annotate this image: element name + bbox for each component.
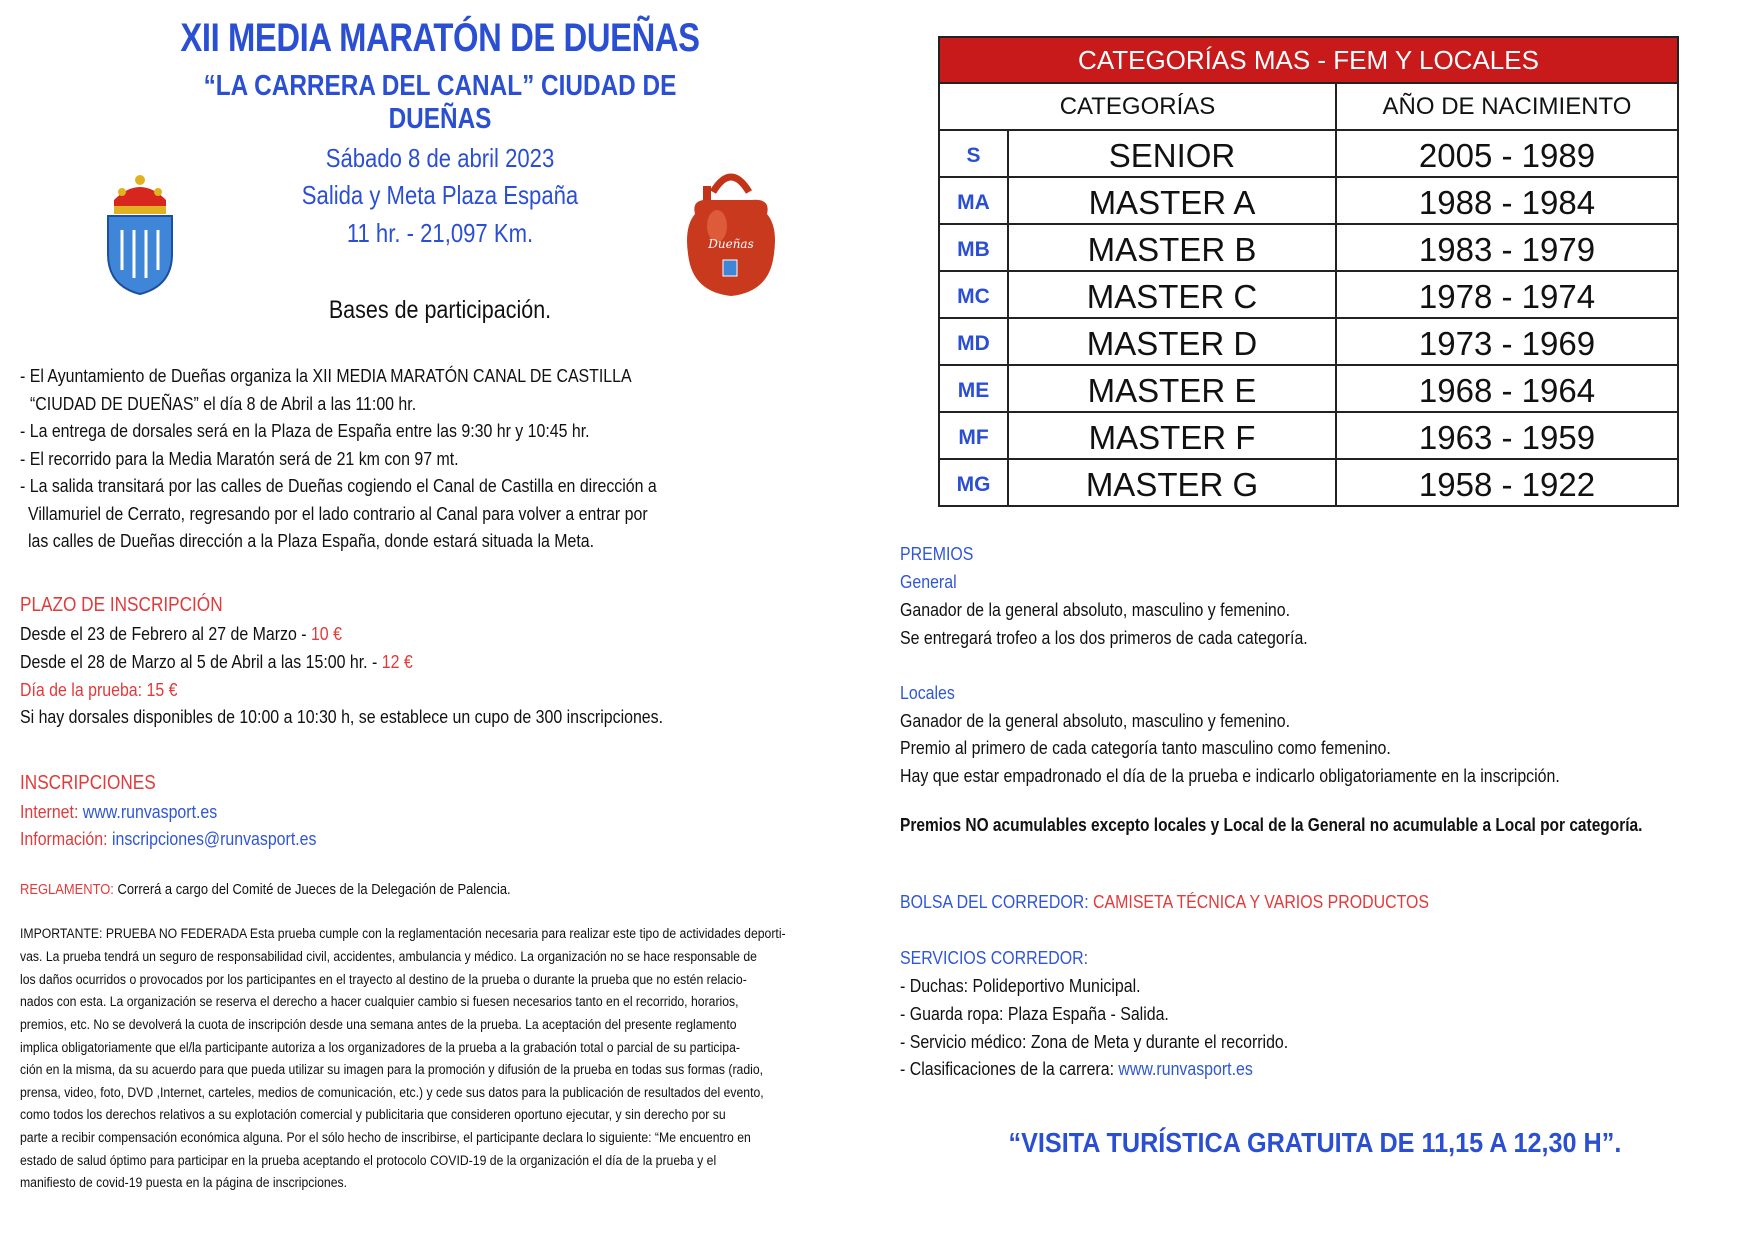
locales-line: Hay que estar empadronado el día de la prueba e indicarlo obligatoriamente en la inscripción. — [900, 765, 1560, 786]
category-years: 1978 - 1974 — [1418, 278, 1596, 315]
email-link[interactable]: inscripciones@runvasport.es — [111, 828, 317, 849]
plazo-line-3: Día de la prueba: 15 € — [20, 679, 178, 700]
table-row — [940, 178, 1677, 225]
plazo-line-2: Desde el 28 de Marzo al 5 de Abril a las 15:00 hr. - 12 € — [20, 651, 413, 672]
importante-line: premios, etc. No se devolverá la cuota de inscripción desde una semana antes de la prueba. La aceptación del presente reglamento — [20, 1017, 737, 1033]
importante-line: IMPORTANTE: PRUEBA NO FEDERADA Esta prueba cumple con la reglamentación necesaria para realizar este tipo de actividades deporti- — [20, 926, 786, 942]
category-years: 1973 - 1969 — [1418, 325, 1596, 362]
category-name: MASTER F — [1009, 413, 1337, 458]
intro-line: - El recorrido para la Media Maratón será de 21 km con 97 mt. — [20, 448, 459, 469]
page-subtitle: “LA CARRERA DEL CANAL” CIUDAD DE DUEÑAS — [203, 70, 677, 135]
category-code: S — [940, 131, 1009, 176]
category-code: MD — [940, 319, 1009, 364]
price-2: 12 € — [381, 651, 413, 672]
table-row — [940, 225, 1677, 272]
category-code: MB — [940, 225, 1009, 270]
importante-line: prensa, video, foto, DVD ,Internet, carteles, medios de comunicación, etc.) y cede sus datos para la publicación de resultados del evento, — [20, 1085, 764, 1101]
category-name: MASTER A — [1009, 178, 1337, 223]
importante-line: manifiesto de covid-19 puesta en la página de inscripciones. — [20, 1175, 348, 1191]
category-years: 1968 - 1964 — [1418, 372, 1596, 409]
category-code: MF — [940, 413, 1009, 458]
event-time-distance: 11 hr. - 21,097 Km. — [346, 218, 534, 248]
category-years: 1988 - 1984 — [1418, 184, 1596, 221]
price-1: 10 € — [310, 623, 342, 644]
botijo-jug-icon — [683, 168, 779, 300]
premios-note: Premios NO acumulables excepto locales y Local de la General no acumulable a Local por categoría. — [900, 815, 1643, 835]
table-row — [940, 413, 1677, 460]
categories-table — [938, 36, 1679, 507]
intro-line: “CIUDAD DE DUEÑAS” el día 8 de Abril a las 11:00 hr. — [30, 393, 417, 414]
internet-link[interactable]: www.runvasport.es — [82, 801, 218, 822]
importante-line: los daños ocurridos o provocados por los participantes en el trayecto al destino de la prueba o durante la prueba que no estén relacio- — [20, 972, 747, 988]
locales-line: Ganador de la general absoluto, masculino y femenino. — [900, 710, 1291, 731]
plazo-line-1: Desde el 23 de Febrero al 27 de Marzo - 10 € — [20, 623, 342, 644]
servicios-line: - Duchas: Polideportivo Municipal. — [900, 975, 1141, 996]
category-code: ME — [940, 366, 1009, 411]
category-code: MA — [940, 178, 1009, 223]
importante-line: estado de salud óptimo para participar en la prueba aceptando el protocolo COVID-19 de la organización el día de la prueba y el — [20, 1153, 717, 1169]
bolsa-line: BOLSA DEL CORREDOR: CAMISETA TÉCNICA Y VARIOS PRODUCTOS — [900, 891, 1430, 912]
plazo-line-4: Si hay dorsales disponibles de 10:00 a 10:30 h, se establece un cupo de 300 inscripciones. — [20, 706, 664, 727]
category-name: SENIOR — [1009, 131, 1337, 176]
table-row — [940, 319, 1677, 366]
clasificaciones-line: - Clasificaciones de la carrera: www.runvasport.es — [900, 1058, 1253, 1079]
locales-heading: Locales — [900, 682, 955, 703]
importante-line: como todos los derechos relativos a su explotación comercial y publicitaria que consideren oportuno ejecutar, y sin derecho por su — [20, 1107, 726, 1123]
page-title: XII MEDIA MARATÓN DE DUEÑAS — [180, 16, 700, 60]
intro-line: las calles de Dueñas dirección a la Plaza España, donde estará situada la Meta. — [28, 530, 595, 551]
event-date: Sábado 8 de abril 2023 — [325, 143, 555, 173]
locales-line: Premio al primero de cada categoría tanto masculino como femenino. — [900, 737, 1391, 758]
event-place: Salida y Meta Plaza España — [301, 180, 579, 210]
table-header-row — [940, 84, 1677, 131]
importante-line: nados con esta. La organización se reserva el derecho a hacer cualquier cambio si fuesen necesarios tanto en el recorrido, horarios, — [20, 994, 739, 1010]
coat-of-arms-icon — [100, 170, 180, 298]
importante-line: vas. La prueba tendrá un seguro de responsabilidad civil, accidentes, ambulancia y médico. La organización no se hace responsable de — [20, 949, 757, 965]
category-name: MASTER E — [1009, 366, 1337, 411]
servicios-line: - Guarda ropa: Plaza España - Salida. — [900, 1003, 1169, 1024]
category-code: MC — [940, 272, 1009, 317]
general-line: Ganador de la general absoluto, masculino y femenino. — [900, 599, 1291, 620]
table-row — [940, 272, 1677, 319]
table-title: CATEGORÍAS MAS - FEM Y LOCALES — [940, 38, 1677, 84]
servicios-heading: SERVICIOS CORREDOR: — [900, 947, 1089, 968]
category-years: 2005 - 1989 — [1418, 137, 1596, 174]
col-header-nacimiento: AÑO DE NACIMIENTO — [1382, 93, 1632, 120]
category-name: MASTER C — [1009, 272, 1337, 317]
intro-line: - La salida transitará por las calles de Dueñas cogiendo el Canal de Castilla en dirección a — [20, 475, 657, 496]
clasificaciones-link[interactable]: www.runvasport.es — [1118, 1058, 1253, 1079]
category-years: 1963 - 1959 — [1418, 419, 1596, 456]
category-years: 1983 - 1979 — [1418, 231, 1596, 268]
internet-line: Internet: www.runvasport.es — [20, 801, 218, 822]
inscripciones-heading: INSCRIPCIONES — [20, 772, 156, 794]
importante-line: parte a recibir compensación económica alguna. Por el sólo hecho de inscribirse, el participante declara lo siguiente: “Me encuentro en — [20, 1130, 751, 1146]
intro-line: - La entrega de dorsales será en la Plaza de España entre las 9:30 hr y 10:45 hr. — [20, 420, 590, 441]
general-line: Se entregará trofeo a los dos primeros de cada categoría. — [900, 627, 1308, 648]
col-header-categorias: CATEGORÍAS — [940, 84, 1337, 129]
table-row — [940, 460, 1677, 505]
plazo-heading: PLAZO DE INSCRIPCIÓN — [20, 594, 223, 616]
servicios-line: - Servicio médico: Zona de Meta y durante el recorrido. — [900, 1031, 1289, 1052]
intro-line: - El Ayuntamiento de Dueñas organiza la XII MEDIA MARATÓN CANAL DE CASTILLA — [20, 365, 632, 386]
category-name: MASTER G — [1009, 460, 1337, 505]
category-name: MASTER D — [1009, 319, 1337, 364]
intro-line: Villamuriel de Cerrato, regresando por el lado contrario al Canal para volver a entrar por — [28, 503, 648, 524]
general-heading: General — [900, 571, 957, 592]
info-line: Información: inscripciones@runvasport.es — [20, 828, 317, 849]
category-years: 1958 - 1922 — [1418, 466, 1596, 503]
importante-line: ción en la misma, da su acuerdo para que pueda utilizar su imagen para la promoción y difusión de la prueba en todas sus formas (radio, — [20, 1062, 764, 1078]
table-row — [940, 131, 1677, 178]
importante-line: implica obligatoriamente que el/la participante autoriza a los organizadores de la prueba a la grabación total o parcial de su participa- — [20, 1040, 740, 1056]
jug-label: Dueñas — [708, 237, 754, 251]
premios-heading: PREMIOS — [900, 543, 974, 564]
visita-banner: “VISITA TURÍSTICA GRATUITA DE 11,15 A 12,30 H”. — [1008, 1127, 1622, 1158]
bases-heading: Bases de participación. — [328, 296, 552, 324]
reglamento-line: REGLAMENTO: Correrá a cargo del Comité de Jueces de la Delegación de Palencia. — [20, 881, 511, 898]
category-code: MG — [940, 460, 1009, 505]
category-name: MASTER B — [1009, 225, 1337, 270]
table-row — [940, 366, 1677, 413]
